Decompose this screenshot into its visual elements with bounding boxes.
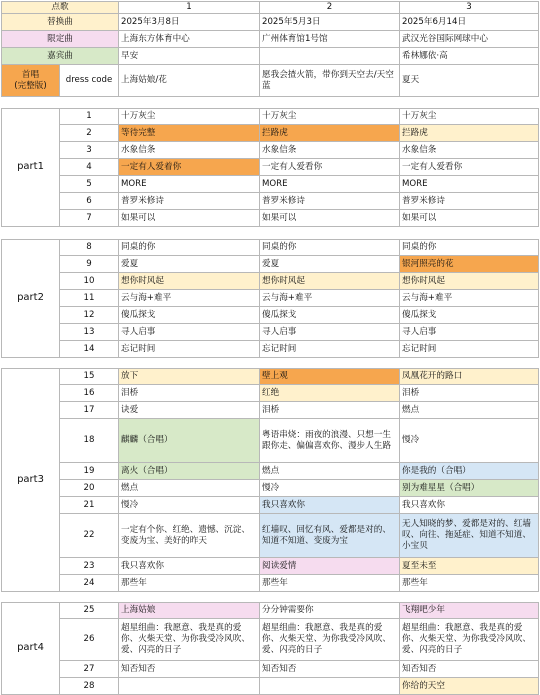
song-cell[interactable]: 忘记时间 [400, 341, 539, 358]
song-cell[interactable]: 想你时风起 [260, 273, 400, 290]
song-cell[interactable]: 知否知否 [400, 661, 539, 678]
part-label[interactable]: part1 [1, 108, 60, 227]
song-cell[interactable]: 水象信条 [260, 142, 400, 159]
song-cell[interactable]: MORE [260, 176, 400, 193]
song-cell[interactable]: 你给的天空 [400, 678, 539, 695]
song-cell[interactable]: 傻瓜探戈 [400, 307, 539, 324]
row-number[interactable]: 9 [60, 256, 119, 273]
song-cell[interactable]: 慢冷 [400, 419, 539, 463]
song-cell[interactable]: 你是我的（合唱） [400, 463, 539, 480]
song-cell[interactable]: 飞翔吧少年 [400, 602, 539, 619]
part-label[interactable]: part2 [1, 239, 60, 358]
header-cell[interactable]: 希林娜依·高 [400, 48, 539, 65]
song-cell[interactable]: 麒麟（合唱） [119, 419, 260, 463]
song-cell[interactable]: 超星组曲：我愿意、我是真的爱你、火柴天堂、为你我受冷风吹、爱、闪亮的日子 [119, 619, 260, 661]
column-number[interactable]: 1 [119, 1, 260, 14]
header-label[interactable]: 首唱 (完整版) [1, 65, 60, 97]
song-cell[interactable]: 拦路虎 [400, 125, 539, 142]
song-cell[interactable]: 知否知否 [260, 661, 400, 678]
song-cell[interactable]: 寻人启事 [119, 324, 260, 341]
song-cell[interactable]: 拦路虎 [260, 125, 400, 142]
song-cell[interactable]: 燃点 [400, 402, 539, 419]
song-cell[interactable]: 泪桥 [400, 385, 539, 402]
song-cell[interactable]: 我只喜欢你 [400, 497, 539, 514]
header-cell[interactable]: 广州体育馆1号馆 [260, 31, 400, 48]
song-cell[interactable]: 分分钟需要你 [260, 602, 400, 619]
song-cell[interactable]: 超星组曲：我愿意、我是真的爱你、火柴天堂、为你我受冷风吹、爱、闪亮的日子 [260, 619, 400, 661]
song-cell[interactable]: 同桌的你 [260, 239, 400, 256]
song-cell[interactable]: 红墙叹、回忆有风、爱都是对的、知道不知道、变废为宝 [260, 514, 400, 558]
column-number[interactable]: 2 [260, 1, 400, 14]
song-cell[interactable]: 寻人启事 [400, 324, 539, 341]
song-cell[interactable]: 慢冷 [260, 480, 400, 497]
header-cell[interactable]: 2025年6月14日 [400, 14, 539, 31]
song-cell[interactable]: 想你时风起 [119, 273, 260, 290]
song-cell[interactable]: 凤凰花开的路口 [400, 368, 539, 385]
dress-code-label[interactable]: dress code [60, 65, 119, 97]
row-number[interactable]: 16 [60, 385, 119, 402]
row-number[interactable]: 18 [60, 419, 119, 463]
song-cell[interactable]: 我只喜欢你 [260, 497, 400, 514]
header-cell[interactable]: 上海姑娘/花 [119, 65, 260, 97]
row-number[interactable]: 11 [60, 290, 119, 307]
header-cell[interactable]: 夏天 [400, 65, 539, 97]
song-cell[interactable]: 燃点 [119, 480, 260, 497]
row-number[interactable]: 15 [60, 368, 119, 385]
part-label[interactable]: part3 [1, 368, 60, 592]
setlist-spreadsheet [1, 1, 539, 691]
row-number[interactable]: 22 [60, 514, 119, 558]
song-cell[interactable]: MORE [119, 176, 260, 193]
song-cell[interactable]: 傻瓜探戈 [119, 307, 260, 324]
song-cell[interactable]: 红绝 [260, 385, 400, 402]
row-number[interactable]: 19 [60, 463, 119, 480]
song-cell[interactable]: 如果可以 [119, 210, 260, 227]
header-cell[interactable] [260, 48, 400, 65]
song-cell[interactable]: 上海姑娘 [119, 602, 260, 619]
song-cell[interactable]: 等待完整 [119, 125, 260, 142]
header-cell[interactable]: 武汉光谷国际网球中心 [400, 31, 539, 48]
song-cell[interactable]: 那些年 [119, 575, 260, 592]
song-cell[interactable]: 普罗米修诗 [119, 193, 260, 210]
row-number[interactable]: 13 [60, 324, 119, 341]
song-cell[interactable]: 一定有人爱看你 [400, 159, 539, 176]
row-number[interactable]: 8 [60, 239, 119, 256]
header-cell[interactable]: 早安 [119, 48, 260, 65]
song-cell[interactable] [260, 678, 400, 695]
row-number[interactable]: 21 [60, 497, 119, 514]
header-cell[interactable]: 2025年3月8日 [119, 14, 260, 31]
song-cell[interactable]: 放下 [119, 368, 260, 385]
song-cell[interactable]: 普罗米修诗 [260, 193, 400, 210]
row-number[interactable]: 10 [60, 273, 119, 290]
header-label[interactable]: 嘉宾曲 [1, 48, 119, 65]
song-cell[interactable]: 那些年 [400, 575, 539, 592]
row-number[interactable]: 6 [60, 193, 119, 210]
song-cell[interactable]: 十万灰尘 [119, 108, 260, 125]
song-cell[interactable]: 如果可以 [400, 210, 539, 227]
song-cell[interactable]: 爱夏 [260, 256, 400, 273]
column-number[interactable]: 3 [400, 1, 539, 14]
song-cell[interactable]: 离火（合唱） [119, 463, 260, 480]
song-cell[interactable]: 一定有人爱着你 [119, 159, 260, 176]
song-cell[interactable]: 壁上观 [260, 368, 400, 385]
row-number[interactable]: 23 [60, 558, 119, 575]
song-cell[interactable]: 十万灰尘 [260, 108, 400, 125]
song-cell[interactable]: 云与海+难平 [119, 290, 260, 307]
song-cell[interactable]: 夏至未至 [400, 558, 539, 575]
song-cell[interactable]: 超星组曲：我愿意、我是真的爱你、火柴天堂、为你我受冷风吹、爱、闪亮的日子 [400, 619, 539, 661]
song-cell[interactable]: 我只喜欢你 [119, 558, 260, 575]
song-cell[interactable] [119, 678, 260, 695]
song-cell[interactable]: 银河照亮的花 [400, 256, 539, 273]
song-cell[interactable]: 阅读爱情 [260, 558, 400, 575]
song-cell[interactable]: 想你时风起 [400, 273, 539, 290]
row-number[interactable]: 28 [60, 678, 119, 695]
song-cell[interactable]: 一定有人爱看你 [260, 159, 400, 176]
song-cell[interactable]: 爱夏 [119, 256, 260, 273]
row-number[interactable]: 27 [60, 661, 119, 678]
header-cell[interactable]: 2025年5月3日 [260, 14, 400, 31]
song-cell[interactable]: 知否知否 [119, 661, 260, 678]
row-number[interactable]: 17 [60, 402, 119, 419]
row-number[interactable]: 20 [60, 480, 119, 497]
song-cell[interactable]: 燃点 [260, 463, 400, 480]
row-number[interactable]: 14 [60, 341, 119, 358]
song-cell[interactable]: 忘记时间 [260, 341, 400, 358]
song-cell[interactable]: 泪桥 [260, 402, 400, 419]
song-cell[interactable]: 傻瓜探戈 [260, 307, 400, 324]
song-cell[interactable]: 慢冷 [119, 497, 260, 514]
header-label[interactable]: 替换曲 [1, 14, 119, 31]
song-cell[interactable]: 同桌的你 [400, 239, 539, 256]
song-cell[interactable]: 那些年 [260, 575, 400, 592]
row-number[interactable]: 12 [60, 307, 119, 324]
row-number[interactable]: 1 [60, 108, 119, 125]
song-cell[interactable]: 水象信条 [119, 142, 260, 159]
song-cell[interactable]: 十万灰尘 [400, 108, 539, 125]
song-cell[interactable]: 如果可以 [260, 210, 400, 227]
song-cell[interactable]: MORE [400, 176, 539, 193]
header-cell[interactable]: 愿我会揸火箭，带你到天空去/天空蓝 [260, 65, 400, 97]
row-number[interactable]: 7 [60, 210, 119, 227]
song-cell[interactable]: 忘记时间 [119, 341, 260, 358]
song-cell[interactable]: 同桌的你 [119, 239, 260, 256]
row-number[interactable]: 25 [60, 602, 119, 619]
header-label[interactable]: 限定曲 [1, 31, 119, 48]
song-cell[interactable]: 粤语串烧：雨夜的浪漫、只想一生跟你走、偏偏喜欢你、漫步人生路 [260, 419, 400, 463]
row-number[interactable]: 24 [60, 575, 119, 592]
header-cell[interactable]: 上海东方体育中心 [119, 31, 260, 48]
row-number[interactable]: 4 [60, 159, 119, 176]
song-cell[interactable]: 云与海+难平 [260, 290, 400, 307]
row-number[interactable]: 3 [60, 142, 119, 159]
song-cell[interactable]: 水象信条 [400, 142, 539, 159]
row-number[interactable]: 2 [60, 125, 119, 142]
part-label[interactable]: part4 [1, 602, 60, 695]
song-cell[interactable]: 一定有个你、红绝、遗憾、沉淀、变废为宝、美好的昨天 [119, 514, 260, 558]
row-number[interactable]: 5 [60, 176, 119, 193]
song-cell[interactable]: 无人知晓的梦、爱都是对的、红墙叹、向往、拖延症、知道不知道、小宝贝 [400, 514, 539, 558]
row-number[interactable]: 26 [60, 619, 119, 661]
song-cell[interactable]: 云与海+难平 [400, 290, 539, 307]
song-cell[interactable]: 寻人启事 [260, 324, 400, 341]
song-cell[interactable]: 别为难星星（合唱） [400, 480, 539, 497]
song-cell[interactable]: 普罗米修诗 [400, 193, 539, 210]
song-cell[interactable]: 泪桥 [119, 385, 260, 402]
song-cell[interactable]: 诀爱 [119, 402, 260, 419]
header-label[interactable]: 点歌 [1, 1, 119, 14]
